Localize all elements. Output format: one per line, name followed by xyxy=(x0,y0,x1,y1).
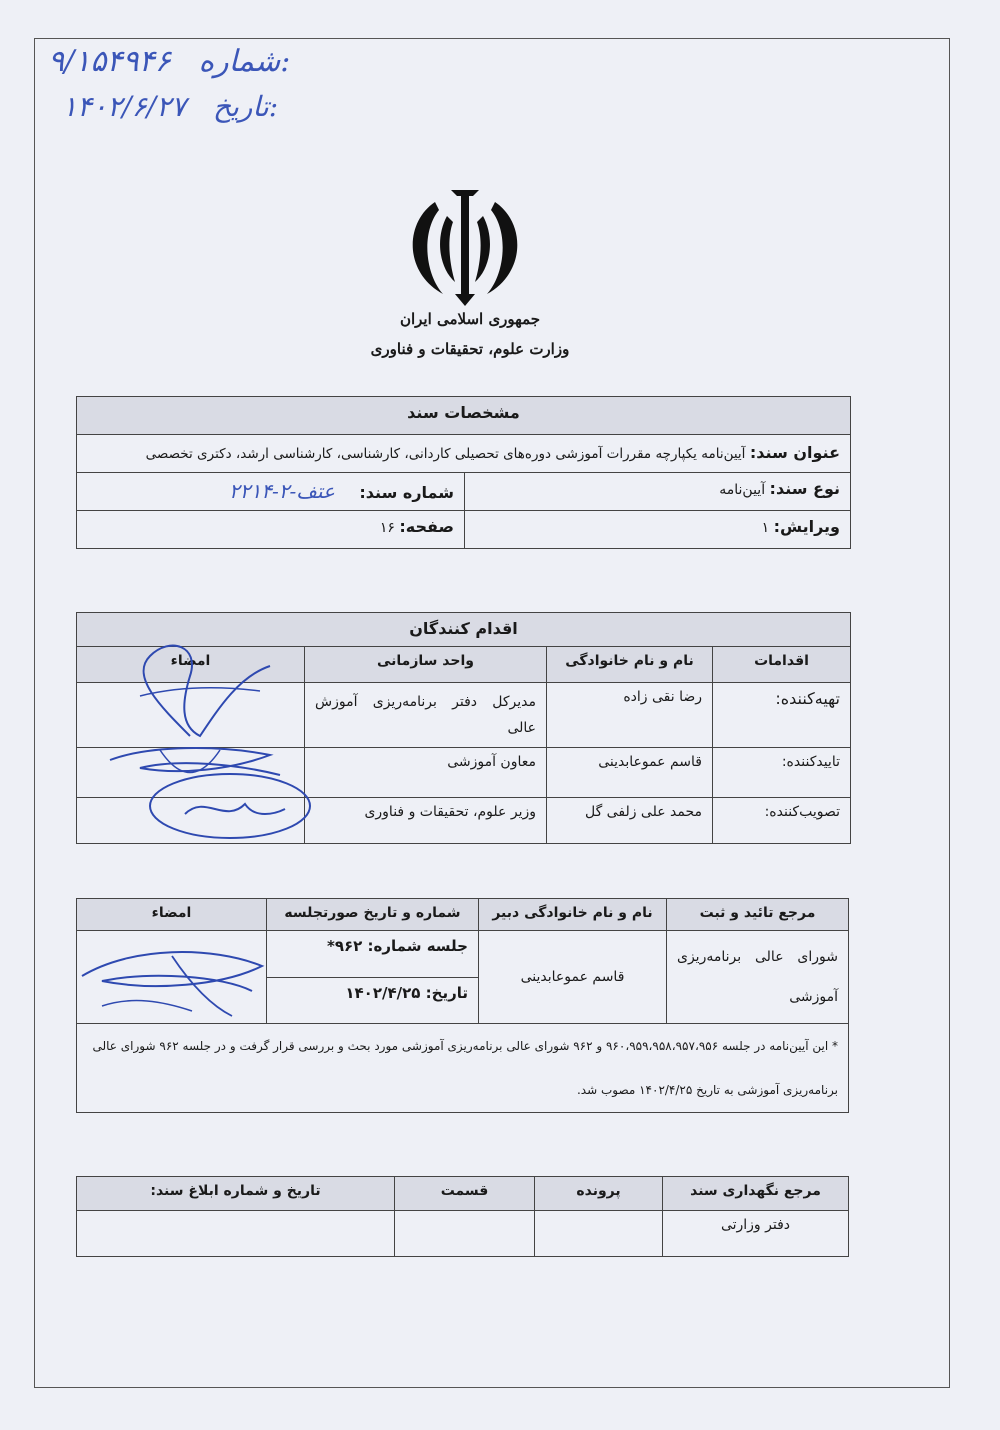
page-cell xyxy=(77,511,465,549)
iran-emblem-icon xyxy=(395,182,535,312)
doc-type-value: آیین‌نامه xyxy=(719,482,766,498)
actor-action: تایید‌کننده: xyxy=(713,748,851,798)
doc-type-label: نوع سند: xyxy=(769,479,840,498)
spec-table xyxy=(76,396,851,549)
approval-header-reference: مرجع تائید و ثبت xyxy=(667,899,849,931)
approval-secretary: قاسم عموعابدینی xyxy=(479,931,667,1024)
archive-table xyxy=(76,1176,849,1257)
doc-title-value: آیین‌نامه یکپارچه مقررات آموزشی دوره‌های تحصیلی کاردانی، کارشناسی، کارشناسی ارشد، دکتری تخصصی xyxy=(145,446,746,462)
doc-title-label: عنوان سند: xyxy=(749,443,840,462)
actor-name: محمد علی زلفی گل xyxy=(547,798,713,844)
actor-unit: معاون آموزشی xyxy=(305,748,547,798)
archive-header-section: قسمت xyxy=(395,1177,535,1211)
revision-cell xyxy=(465,511,851,549)
actor-action: تهیه‌کننده: xyxy=(713,683,851,748)
actor-unit: وزیر علوم، تحقیقات و فناوری xyxy=(305,798,547,844)
doc-number-value: عتف-۲-۲۲۱۴ xyxy=(229,479,335,503)
archive-file xyxy=(535,1211,663,1257)
page-label: صفحه: xyxy=(399,517,454,536)
archive-header-file: پرونده xyxy=(535,1177,663,1211)
doc-type-cell xyxy=(465,473,851,511)
doc-number-cell xyxy=(77,473,465,511)
actors-header-signature: امضاء xyxy=(77,647,305,683)
revision-value: ۱ xyxy=(761,520,770,536)
spec-title: مشخصات سند xyxy=(77,397,851,435)
actors-header-unit: واحد سازمانی xyxy=(305,647,547,683)
approval-note: * این آیین‌نامه در جلسه ۹۶۰،۹۵۹،۹۵۸،۹۵۷،۹۵۶ و ۹۶۲ شورای عالی برنامه‌ریزی آموزشی مورد بحث و بررسی قرار گرفت و در جلسه ۹۶۲ شورای عالی برنامه‌ریزی آموزشی به تاریخ ۱۴۰۲/۴/۲۵ مصوب شد. xyxy=(77,1024,849,1113)
approval-reference: شورای عالی برنامه‌ریزی آموزشی xyxy=(667,931,849,1024)
republic-title: جمهوری اسلامی ایران xyxy=(399,310,541,328)
actor-name: قاسم عموعابدینی xyxy=(547,748,713,798)
page-value: ۱۶ xyxy=(379,520,395,536)
archive-header-notice: تاریخ و شماره ابلاغ سند: xyxy=(77,1177,395,1211)
actors-header-action: اقدامات xyxy=(713,647,851,683)
handwritten-date xyxy=(62,90,278,123)
archive-section xyxy=(395,1211,535,1257)
handwritten-date-value: ۱۴۰۲/۶/۲۷ xyxy=(62,90,187,123)
approval-header-session: شماره و تاریخ صورتجلسه xyxy=(267,899,479,931)
actor-name: رضا نقی زاده xyxy=(547,683,713,748)
actor-action: تصویب‌کننده: xyxy=(713,798,851,844)
approval-session-number: جلسه شماره: ۹۶۲* xyxy=(267,931,479,978)
handwritten-number-value: ۹/۱۵۴۹۴۶ xyxy=(48,44,171,79)
approval-session-date: تاریخ: ۱۴۰۲/۴/۲۵ xyxy=(267,977,479,1024)
handwritten-date-label: تاریخ: xyxy=(213,90,279,123)
ministry-title: وزارت علوم، تحقیقات و فناوری xyxy=(370,340,570,358)
archive-notice xyxy=(77,1211,395,1257)
actor-unit: مدیرکل دفتر برنامه‌ریزی آموزش عالی xyxy=(305,683,547,748)
actors-header-name: نام و نام خانوادگی xyxy=(547,647,713,683)
actors-title: اقدام کنندگان xyxy=(77,613,851,647)
archive-reference: دفتر وزارتی xyxy=(663,1211,849,1257)
handwritten-number-label: شماره: xyxy=(198,44,291,79)
signature-1 xyxy=(120,636,280,746)
doc-number-label: شماره سند: xyxy=(359,483,454,502)
handwritten-number xyxy=(48,44,290,79)
signature-3 xyxy=(145,764,315,842)
approval-header-signature: امضاء xyxy=(77,899,267,931)
signature-4 xyxy=(72,936,272,1020)
approval-header-secretary: نام و نام خانوادگی دبیر xyxy=(479,899,667,931)
archive-header-reference: مرجع نگهداری سند xyxy=(663,1177,849,1211)
revision-label: ویرایش: xyxy=(773,517,840,536)
doc-title-row xyxy=(77,435,851,473)
